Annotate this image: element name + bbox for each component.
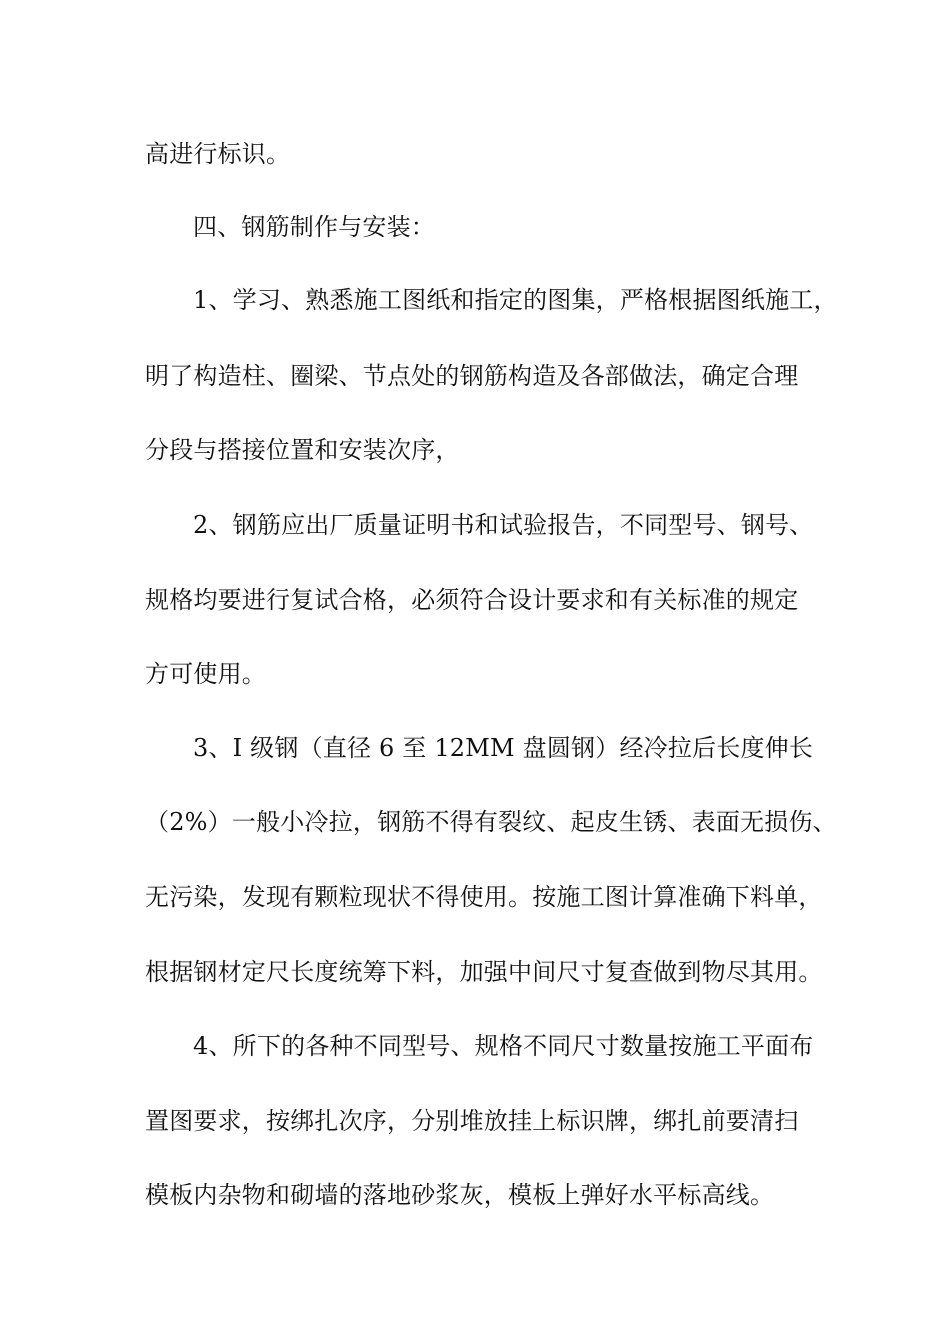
text-line: 规格均要进行复试合格，必须符合设计要求和有关标准的规定 <box>145 586 799 614</box>
text-line: 2、钢筋应出厂质量证明书和试验报告，不同型号、钢号、 <box>193 511 814 539</box>
section-heading: 四、钢筋制作与安装： <box>193 213 435 241</box>
text-line: 3、I 级钢（直径 6 至 12MM 盘圆钢）经冷拉后长度伸长 <box>193 734 814 762</box>
text-line: 置图要求，按绑扎次序，分别堆放挂上标识牌，绑扎前要清扫 <box>145 1107 799 1135</box>
text-line: 1、学习、熟悉施工图纸和指定的图集，严格根据图纸施工， <box>193 286 838 314</box>
text-line: 无污染，发现有颗粒现状不得使用。按施工图计算准确下料单， <box>145 883 823 911</box>
text-line: 根据钢材定尺长度统筹下料，加强中间尺寸复查做到物尽其用。 <box>145 958 823 986</box>
text-line: （2%）一般小冷拉，钢筋不得有裂纹、起皮生锈、表面无损伤、 <box>145 808 837 836</box>
text-line: 高进行标识。 <box>145 140 291 168</box>
text-line: 模板内杂物和砌墙的落地砂浆灰，模板上弹好水平标高线。 <box>145 1181 775 1209</box>
text-line: 4、所下的各种不同型号、规格不同尺寸数量按施工平面布 <box>193 1032 814 1060</box>
text-line: 明了构造柱、圈梁、节点处的钢筋构造及各部做法，确定合理 <box>145 362 799 390</box>
text-line: 方可使用。 <box>145 660 266 688</box>
text-line: 分段与搭接位置和安装次序， <box>145 436 460 464</box>
